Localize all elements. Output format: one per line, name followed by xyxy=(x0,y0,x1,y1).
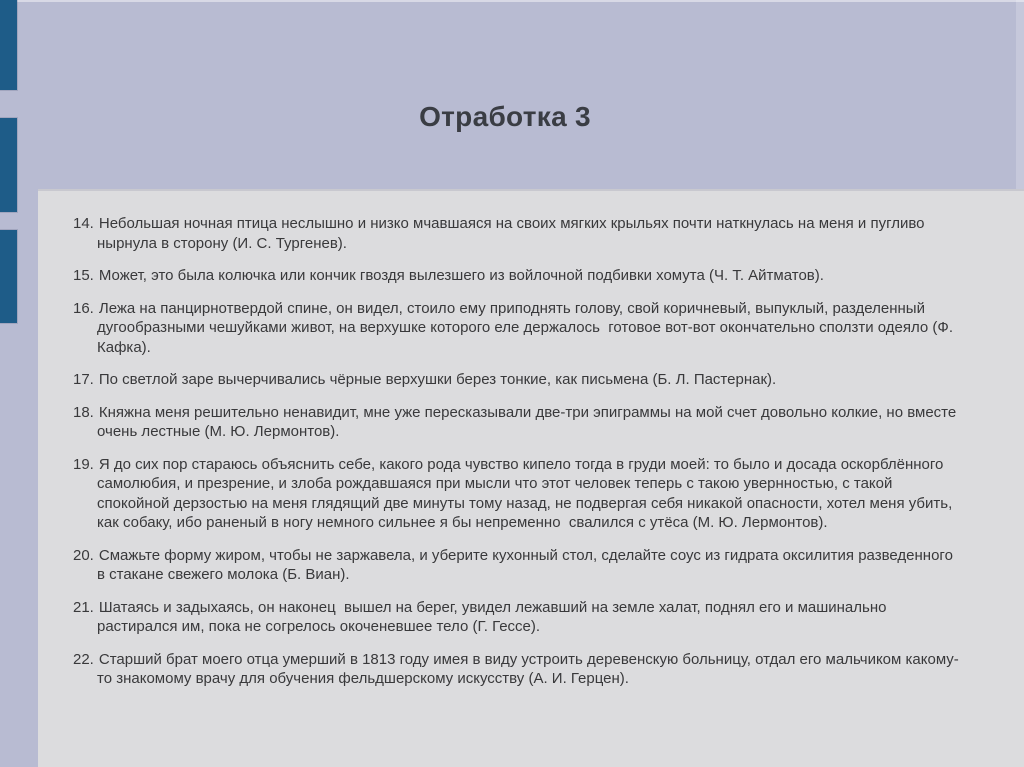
excerpt-list xyxy=(73,214,965,702)
item-text: Лежа на панцирнотвердой спине, он видел, стоило ему приподнять голову, свой коричневый, выпуклый, разделенный дугообразными чешуйками живот, на верхушке которого еле держалось готовое вот-вот окончательно сползти одеяло (Ф. Кафка). xyxy=(97,299,958,356)
list-item xyxy=(73,546,965,585)
item-number: 14. xyxy=(73,215,94,232)
item-text: Я до сих пор стараюсь объяснить себе, какого рода чувство кипело тогда в груди моей: то было и досада оскорблённого самолюбия, и презрение, и злоба рождавшаяся при мысли что этот человек теперь с такою увернностью, с такой спокойной дерзостью на меня глядящий две минуты тому назад, не подвергая себя никакой опасности, хотел меня убить, как собаку, ибо раненый в ногу немного сильнее я бы непременно свалился с утёса (М. Ю. Лермонтов). xyxy=(97,455,957,531)
slide-title: Отработка 3 xyxy=(419,101,591,132)
left-accent-bar-1 xyxy=(0,0,17,90)
left-accent-bar-3 xyxy=(0,230,17,323)
list-item xyxy=(73,598,965,637)
top-edge-highlight xyxy=(0,0,1024,2)
item-number: 16. xyxy=(73,299,94,317)
item-number: 20. xyxy=(73,546,94,564)
list-item xyxy=(73,455,965,533)
list-item xyxy=(73,299,965,358)
list-item xyxy=(73,214,965,253)
item-number: 19. xyxy=(73,455,94,473)
item-text: Шатаясь и задыхаясь, он наконец вышел на берег, увидел лежавший на земле халат, поднял его и машинально растирался им, пока не согрелось окоченевшее тело (Г. Гессе). xyxy=(97,598,891,635)
list-item xyxy=(73,650,965,689)
item-text: Может, это была колючка или кончик гвоздя вылезшего из войлочной подбивки хомута (Ч. Т. Айтматов). xyxy=(98,267,824,284)
item-number: 15. xyxy=(73,267,94,284)
list-item xyxy=(73,266,965,286)
item-text: Смажьте форму жиром, чтобы не заржавела, и уберите кухонный стол, сделайте соус из гидрата оксилития разведенного в стакане свежего молока (Б. Виан). xyxy=(97,546,958,583)
item-text: Старший брат моего отца умерший в 1813 году имея в виду устроить деревенскую больницу, отдал его мальчиком какому-то знакомому врачу для обучения фельдшерскому искусству (А. И. Герцен). xyxy=(97,650,959,687)
item-text: Княжна меня решительно ненавидит, мне уже пересказывали две-три эпиграммы на мой счет довольно колкие, но вместе очень лестные (М. Ю. Лермонтов). xyxy=(97,403,961,440)
content-panel xyxy=(38,189,1024,767)
list-item xyxy=(73,403,965,442)
item-number: 22. xyxy=(73,650,94,668)
item-text: По светлой заре вычерчивались чёрные верхушки берез тонкие, как письмена (Б. Л. Пастернак). xyxy=(98,371,777,388)
item-text: Небольшая ночная птица неслышно и низко мчавшаяся на своих мягких крыльях почти наткнулась на меня и пугливо нырнула в сторону (И. С. Тургенев). xyxy=(97,215,929,252)
list-item xyxy=(73,370,965,390)
item-number: 17. xyxy=(73,371,94,388)
item-number: 21. xyxy=(73,598,94,616)
item-number: 18. xyxy=(73,403,94,421)
